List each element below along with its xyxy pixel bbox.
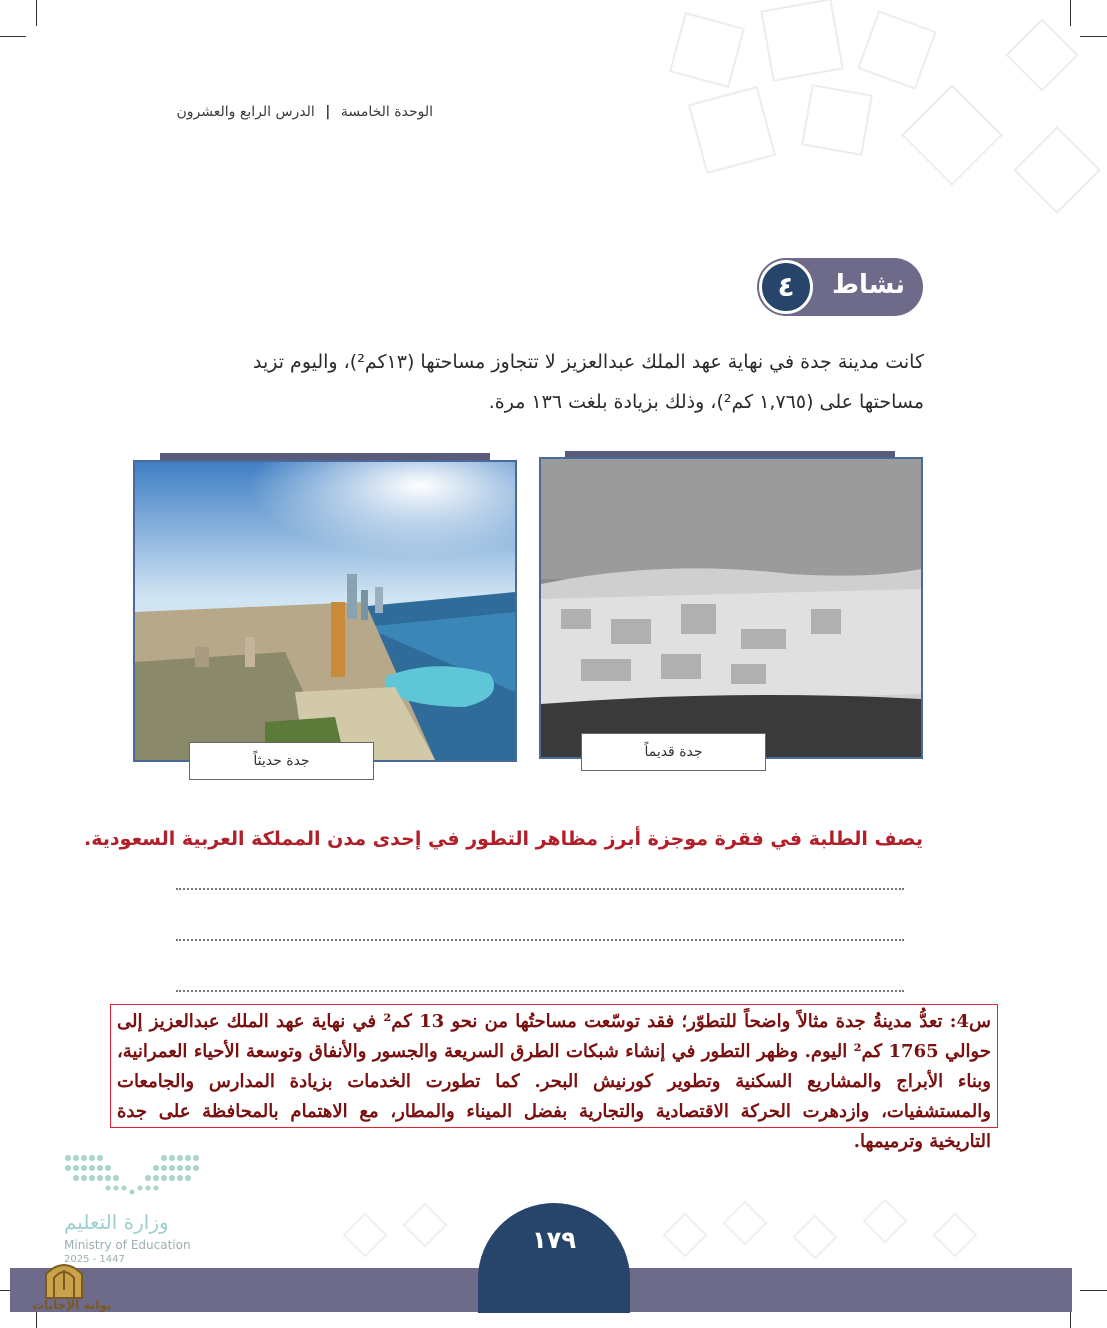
watermark-logo-icon: [42, 1256, 86, 1300]
task-instruction: يصف الطلبة في فقرة موجزة أبرز مظاهر التطور في إحدى مدن المملكة العربية السعودية.: [84, 828, 923, 850]
ministry-year: 2025 - 1447: [64, 1254, 125, 1265]
answer-line: [176, 990, 904, 992]
ministry-logo-icon: [64, 1152, 200, 1198]
old-photo-caption: [581, 733, 766, 771]
decorative-pattern: [637, 0, 1107, 250]
photo-frame-top: [160, 453, 490, 460]
old-city-image: [541, 459, 921, 757]
intro-line: مساحتها على (١,٧٦٥ كم²)، وذلك بزيادة بلغت ١٣٦ مرة.: [488, 391, 924, 413]
modern-caption-text: جدة حديثاً: [253, 753, 310, 769]
intro-line: كانت مدينة جدة في نهاية عهد الملك عبدالعزيز لا تتجاوز مساحتها (١٣كم²)، واليوم تزيد: [252, 351, 924, 373]
activity-number: ٤: [759, 260, 813, 314]
intro-paragraph: [136, 342, 924, 422]
old-jeddah-photo: [539, 457, 923, 759]
ministry-name-english: Ministry of Education: [64, 1238, 191, 1252]
unit-title: الوحدة الخامسة: [340, 104, 433, 120]
activity-label: نشاط: [832, 270, 905, 300]
crop-mark: [0, 36, 26, 37]
modern-jeddah-photo: [133, 460, 517, 762]
answer-box: [110, 1004, 998, 1152]
crop-mark: [36, 0, 37, 26]
answer-line: [176, 888, 904, 890]
header-separator: |: [325, 104, 331, 120]
footer-pattern: [330, 1200, 1030, 1268]
modern-photo-caption: [189, 742, 374, 780]
crop-mark: [1080, 1290, 1107, 1291]
old-caption-text: جدة قديماً: [644, 744, 703, 760]
ministry-name-arabic: وزارة التعليم: [64, 1210, 169, 1234]
answer-line: [176, 939, 904, 941]
activity-badge: [757, 258, 923, 316]
modern-city-image: [135, 462, 515, 760]
answer-text: س4: تعدُّ مدينةُ جدة مثالاً واضحاً للتطوّر؛ فقد توسّعت مساحتُها من نحو 13 كم² في نهاية عهد الملك عبدالعزيز إلى حوالي 1765 كم² اليوم. وظهر التطور في إنشاء شبكات الطرق السريعة والجسور والأنفاق وتوسعة الأحياء العمرانية، وبناء الأبراج والمشاريع السكنية وتطوير كورنيش البحر. كما تطورت الخدمات بزيادة المدارس والجامعات والمستشفيات، وازدهرت الحركة الاقتصادية والتجارية بفضل الميناء والمطار، مع الاهتمام بالمحافظة على جدة التاريخية وترميمها.: [117, 1011, 991, 1152]
watermark-text: بوابة الإجابات: [32, 1298, 112, 1312]
page-header: [177, 104, 433, 120]
page-number: ١٧٩: [532, 1226, 576, 1254]
lesson-title: الدرس الرابع والعشرون: [176, 104, 315, 120]
